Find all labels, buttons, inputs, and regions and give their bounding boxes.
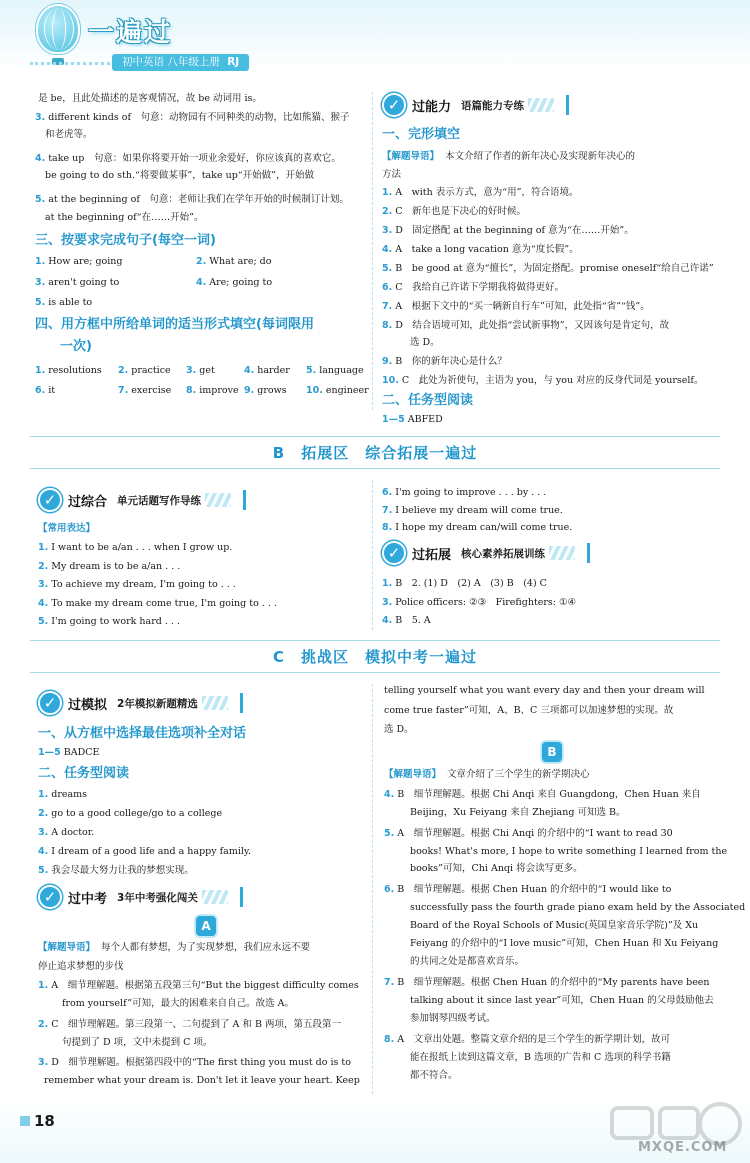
banner-description: 2年模拟新题精选 (117, 697, 198, 710)
banner-title: 过模拟 (68, 697, 108, 713)
answer-item-cont: 选 D。 (410, 337, 440, 348)
answer-item: 3. get (186, 365, 215, 376)
banner-comprehensive (38, 487, 246, 513)
answer-item: 2. practice (118, 365, 171, 376)
guide-line: 【解题导语】 本文介绍了作者的新年决心及实现新年决心的 (382, 151, 636, 162)
answer-item-cont: Beijing，Xu Feiyang 来自 Zhejiang 可知选 B。 (410, 807, 626, 818)
answer-item-cont: Feiyang 的介绍中的“I love music”可知，Chen Huan 和 Xu Feiyang (410, 938, 719, 949)
answer-item-cont: talking about it since last year”可知，Chen Huan 的父母鼓励他去 (410, 995, 714, 1006)
banner-description: 语篇能力专练 (461, 99, 525, 112)
answer-item: 1. How are; going (35, 256, 123, 267)
answer-item: 5. A 细节理解题。根据 Chi Anqi 的介绍中的“I want to read 30 (384, 828, 673, 839)
section-title: 四、用方框中所给单词的适当形式填空(每词限用 (35, 317, 314, 332)
answer-item: 4. B 细节理解题。根据 Chi Anqi 来自 Guangdong，Chen Huan 来自 (384, 789, 701, 800)
answer-item: 1—5 ABFED (382, 414, 443, 425)
banner-bar (566, 95, 569, 115)
answer-item: 1. A with 表示方式，意为“用”，符合语境。 (382, 187, 579, 198)
banner-ability (382, 92, 569, 118)
text-line: 3. different kinds of 句意：动物园有不同种类的动物，比如熊猫、猴子 (35, 112, 350, 123)
answer-item: 6. B 细节理解题。根据 Chen Huan 的介绍中的“I would like to (384, 884, 672, 895)
banner-title: 过综合 (68, 494, 108, 510)
stripe-decoration (549, 546, 575, 560)
answer-item-cont: books! What's more, I hope to write something I learned from the (410, 846, 728, 857)
banner-bar (587, 543, 590, 563)
answer-item: 6. it (35, 385, 56, 396)
banner-title: 过拓展 (412, 547, 452, 563)
answer-item-cont: 能在报纸上读到这篇文章，B 选项的广告和 C 选项的科学书籍 (410, 1052, 671, 1063)
text-line: be going to do sth.“将要做某事”，take up“开始做”，开始做 (45, 170, 314, 181)
answer-item: 3. Police officers: ②③ Firefighters: ①④ (382, 597, 577, 608)
expression-item: 2. My dream is to be a/an . . . (38, 561, 181, 572)
answer-item-cont: 句提到了 D 项，文中未提到 C 项。 (62, 1037, 213, 1048)
checkmark-icon: ✓ (38, 885, 62, 909)
column-divider (372, 92, 373, 410)
answer-item: 4. B 5. A (382, 615, 431, 626)
guide-line: 【解题导语】 文章介绍了三个学生的新学期决心 (384, 769, 590, 780)
answer-item: 3. D 固定搭配 at the beginning of 意为“在……开始”。 (382, 225, 634, 236)
answer-item: 8. improve (186, 385, 239, 396)
banner-title: 过能力 (412, 99, 452, 115)
banner-extension (382, 540, 590, 566)
answer-item: 2. go to a good college/go to a college (38, 808, 223, 819)
banner-simulation (38, 690, 243, 716)
answer-item: 4. harder (244, 365, 290, 376)
column-divider (372, 480, 373, 630)
answer-item: 7. B 细节理解题。根据 Chen Huan 的介绍中的“My parents have been (384, 977, 710, 988)
answer-item: 4. I dream of a good life and a happy family. (38, 846, 252, 857)
answer-item: 8. D 结合语境可知，此处指“尝试新事物”，又因该句是肯定句，故 (382, 320, 670, 331)
answer-item: 7. A 根据下文中的“买一辆新自行车”可知，此处指“省”“钱”。 (382, 301, 650, 312)
expression-item: 4. To make my dream come true, I'm going to . . . (38, 598, 277, 609)
page-header (0, 0, 750, 92)
stripe-decoration (205, 493, 231, 507)
section-title: 一、从方框中选择最佳选项补全对话 (38, 726, 247, 741)
answer-item: 4. Are; going to (196, 277, 273, 288)
edition-label: RJ (227, 56, 240, 68)
answer-item: 4. A take a long vacation 意为“度长假”。 (382, 244, 579, 255)
banner-title: 过中考 (68, 891, 108, 907)
hot-air-balloon-icon (36, 4, 80, 54)
answer-item: 5. B be good at 意为“擅长”，为固定搭配。promise oneself“给自己许诺” (382, 263, 714, 274)
text-line: at the beginning of“在……开始”。 (45, 212, 204, 223)
answer-item: 5. is able to (35, 297, 93, 308)
answer-item: 3. aren't going to (35, 277, 120, 288)
answer-item-cont: successfully pass the fourth grade piano exam held by the Associated (410, 902, 746, 913)
answer-item: 9. grows (244, 385, 287, 396)
zone-rule (30, 640, 720, 641)
zone-rule (30, 468, 720, 469)
answer-item: 2. C 细节理解题。第三段第一、二句提到了 A 和 B 两项，第五段第一 (38, 1019, 341, 1030)
answer-item: 7. exercise (118, 385, 172, 396)
answer-item: 2. What are; do (196, 256, 272, 267)
answer-item-cont: Board of the Royal Schools of Music(英国皇家音乐学院)”及 Xu (410, 920, 699, 931)
answer-item-cont: 的共同之处是都喜欢音乐。 (410, 956, 525, 967)
answer-item: 1. B 2. (1) D (2) A (3) B (4) C (382, 578, 547, 589)
tag-label: 【常用表达】 (38, 523, 96, 534)
checkmark-icon: ✓ (382, 93, 406, 117)
guide-line: 【解题导语】 每个人都有梦想，为了实现梦想，我们应永远不要 (38, 942, 311, 953)
answer-item: 8. A 文章出处题。整篇文章介绍的是三个学生的新学期计划，故可 (384, 1034, 671, 1045)
text-line: come true faster”可知，A、B、C 三项都可以加速梦想的实现。故 (384, 705, 674, 716)
guide-line: 停止追求梦想的步伐 (38, 961, 124, 972)
book-subtitle (112, 54, 249, 71)
text-line: 4. take up 句意：如果你将要开始一项业余爱好，你应该真的喜欢它。 (35, 153, 341, 164)
expression-item: 5. I'm going to work hard . . . (38, 616, 180, 627)
book-title: 一遍过 (88, 18, 173, 48)
zone-rule (30, 436, 720, 437)
section-title: 一、完形填空 (382, 127, 461, 142)
banner-description: 3年中考强化闯关 (117, 891, 198, 904)
stripe-decoration (202, 890, 228, 904)
answer-item: 5. 我会尽最大努力让我的梦想实现。 (38, 865, 194, 876)
watermark-text: MXQE.COM (638, 1140, 728, 1155)
guide-line: 方法 (382, 169, 402, 180)
page-number: 18 (20, 1112, 55, 1130)
banner-bar (240, 887, 243, 907)
zone-c-title: C 挑战区 模拟中考一遍过 (272, 648, 477, 666)
banner-description: 核心素养拓展训练 (461, 547, 546, 560)
expression-item: 7. I believe my dream will come true. (382, 505, 563, 516)
text-line: 5. at the beginning of 句意：老师让我们在学年开始的时候制订计划。 (35, 194, 349, 205)
expression-item: 8. I hope my dream can/will come true. (382, 522, 573, 533)
section-title: 二、任务型阅读 (38, 766, 130, 781)
banner-bar (243, 490, 246, 510)
answer-item-cont: 参加钢琴四级考试。 (410, 1013, 496, 1024)
banner-description: 单元话题写作导练 (117, 494, 202, 507)
checkmark-icon: ✓ (38, 488, 62, 512)
section-title: 三、按要求完成句子(每空一词) (35, 233, 216, 248)
answer-item: 1—5 BADCE (38, 747, 100, 758)
text-line: 选 D。 (384, 724, 414, 735)
checkmark-icon: ✓ (38, 691, 62, 715)
passage-badge-b: B (542, 742, 562, 762)
answer-item: 9. B 你的新年决心是什么？ (382, 356, 507, 367)
answer-item-cont: books”可知，Chi Anqi 将会读写更多。 (410, 863, 583, 874)
text-line: 是 be，且此处描述的是客观情况，故 be 动词用 is。 (38, 93, 262, 104)
answer-item-cont: from yourself”可知，最大的困难来自自己。故选 A。 (62, 998, 295, 1009)
passage-badge-a: A (196, 916, 216, 936)
answer-item: 10. engineer (306, 385, 369, 396)
expression-item: 3. To achieve my dream, I'm going to . . . (38, 579, 236, 590)
page-marker-icon (20, 1116, 30, 1126)
answer-item: 1. A 细节理解题。根据第五段第三句“But the biggest difficulty comes (38, 980, 359, 991)
zone-rule (30, 672, 720, 673)
stripe-decoration (202, 696, 228, 710)
answer-item: 2. C 新年也是下决心的好时候。 (382, 206, 527, 217)
section-title-cont: 一次) (60, 339, 92, 354)
answer-item: 3. A doctor. (38, 827, 95, 838)
answer-item: 3. D 细节理解题。根据第四段中的“The first thing you must do is to (38, 1057, 351, 1068)
text-line: 和老虎等。 (45, 129, 93, 140)
column-divider (372, 684, 373, 1094)
section-title: 二、任务型阅读 (382, 393, 474, 408)
book-subtitle-text: 初中英语 八年级上册 (122, 56, 220, 68)
answer-item: 1. resolutions (35, 365, 102, 376)
answer-item-cont: remember what your dream is. Don't let it leave your heart. Keep (44, 1075, 360, 1086)
answer-item: 1. dreams (38, 789, 88, 800)
stripe-decoration (528, 98, 554, 112)
expression-item: 1. I want to be a/an . . . when I grow up. (38, 542, 233, 553)
answer-item: 10. C 此处为祈使句，主语为 you，与 you 对应的反身代词是 yourself。 (382, 375, 704, 386)
zone-b-title: B 拓展区 综合拓展一遍过 (272, 444, 478, 462)
header-decoration (30, 62, 110, 66)
text-line: telling yourself what you want every day and then your dream will (384, 685, 705, 696)
expression-item: 6. I'm going to improve . . . by . . . (382, 487, 547, 498)
banner-bar (240, 693, 243, 713)
answer-item: 6. C 我给自己许诺下学期我将做得更好。 (382, 282, 565, 293)
answer-item: 5. language (306, 365, 364, 376)
answer-item-cont: 都不符合。 (410, 1070, 458, 1081)
banner-exam (38, 884, 243, 910)
checkmark-icon: ✓ (382, 541, 406, 565)
